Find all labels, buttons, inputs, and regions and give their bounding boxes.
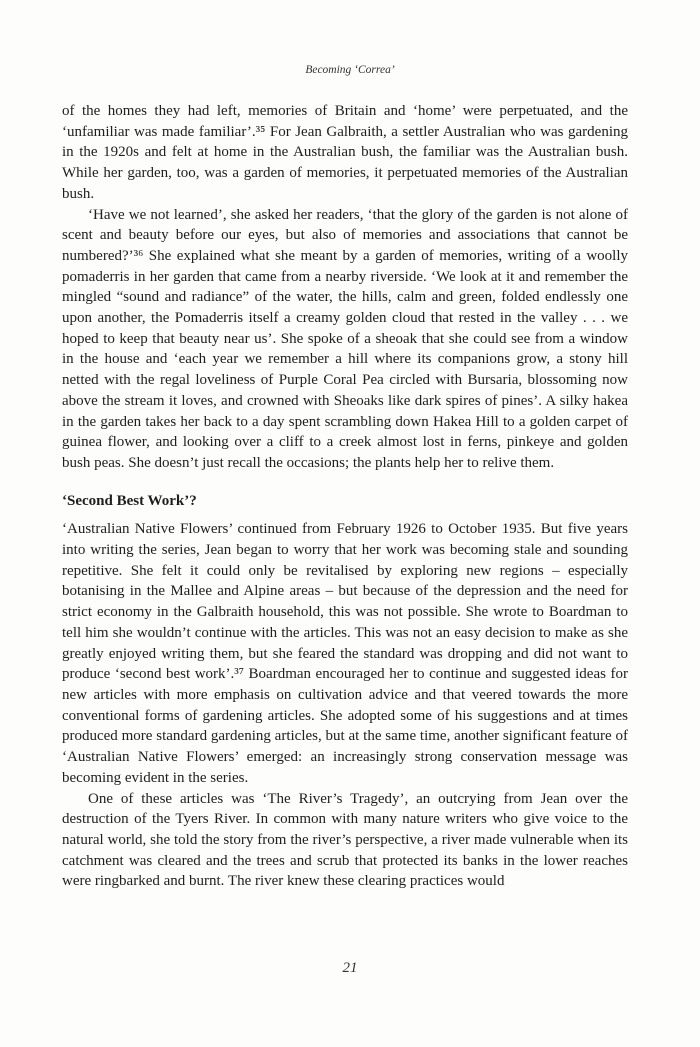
section-heading: ‘Second Best Work’?	[62, 492, 197, 509]
body-text	[62, 101, 628, 892]
paragraph-3: ‘Australian Native Flowers’ continued from February 1926 to October 1935. But five years into writing the series, Jean began to worry that her work was becoming stale and sounding repetitive. She felt it could only be revitalised by exploring new regions – especially botanising in the Mallee and Alpine areas – but because of the depression and the need for strict economy in the Galbraith household, this was not possible. She wrote to Boardman to tell him she wouldn’t continue with the articles. This was not an easy decision to make as she greatly enjoyed writing them, but she feared the standard was dropping and did not want to produce ‘second best work’.³⁷ Boardman encouraged her to continue and suggested ideas for new articles with more emphasis on cultivation advice and that veered towards the more conventional forms of gardening articles. She adopted some of his suggestions and at times produced more standard gardening articles, but at the same time, another significant feature of ‘Australian Native Flowers’ emerged: an increasingly strong conservation message was becoming evident in the series.	[62, 521, 628, 786]
paragraph-4: One of these articles was ‘The River’s Tragedy’, an outcrying from Jean over the destruction of the Tyers River. In common with many nature writers who give voice to the natural world, she told the story from the river’s perspective, a river made vulnerable when its catchment was cleared and the trees and scrub that protected its banks in the lower reaches were ringbarked and burnt. The river knew these clearing practices would	[62, 790, 628, 890]
paragraph-2: ‘Have we not learned’, she asked her readers, ‘that the glory of the garden is not alone of scent and beauty before our eyes, but also of memories and associations that cannot be numbered?’³⁶ She explained what she meant by a garden of memories, writing of a woolly pomaderris in her garden that came from a nearby riverside. ‘We look at it and remember the mingled “sound and radiance” of the water, the hills, calm and green, folded endlessly one upon another, the Pomaderris itself a creamy golden cloud that rested in the valley . . . we hoped to keep that beauty near us’. She spoke of a sheoak that she could see from a window in the house and ‘each year we remember a hill where its companions grow, a stony hill netted with the regal loveliness of Purple Coral Pea circled with Bursaria, blossoming now above the stream it loves, and crowned with Sheoaks like dark spires of pines’. A silky hakea in the garden takes her back to a day spent scrambling down Hakea Hill to a golden carpet of guinea flower, and looking over a cliff to a creek almost lost in ferns, pinkeye and golden bush peas. She doesn’t just recall the occasions; the plants help her to relive them.	[62, 206, 628, 471]
running-head: Becoming ‘Correa’	[305, 64, 395, 76]
paragraph-1: of the homes they had left, memories of Britain and ‘home’ were perpetuated, and the ‘unfamiliar was made familiar’.³⁵ For Jean Galbraith, a settler Australian who was gardening in the 1920s and felt at home in the Australian bush, the familiar was the Australian bush. While her garden, too, was a garden of memories, it perpetuated memories of the Australian bush.	[62, 103, 628, 202]
page-number: 21	[342, 960, 358, 976]
